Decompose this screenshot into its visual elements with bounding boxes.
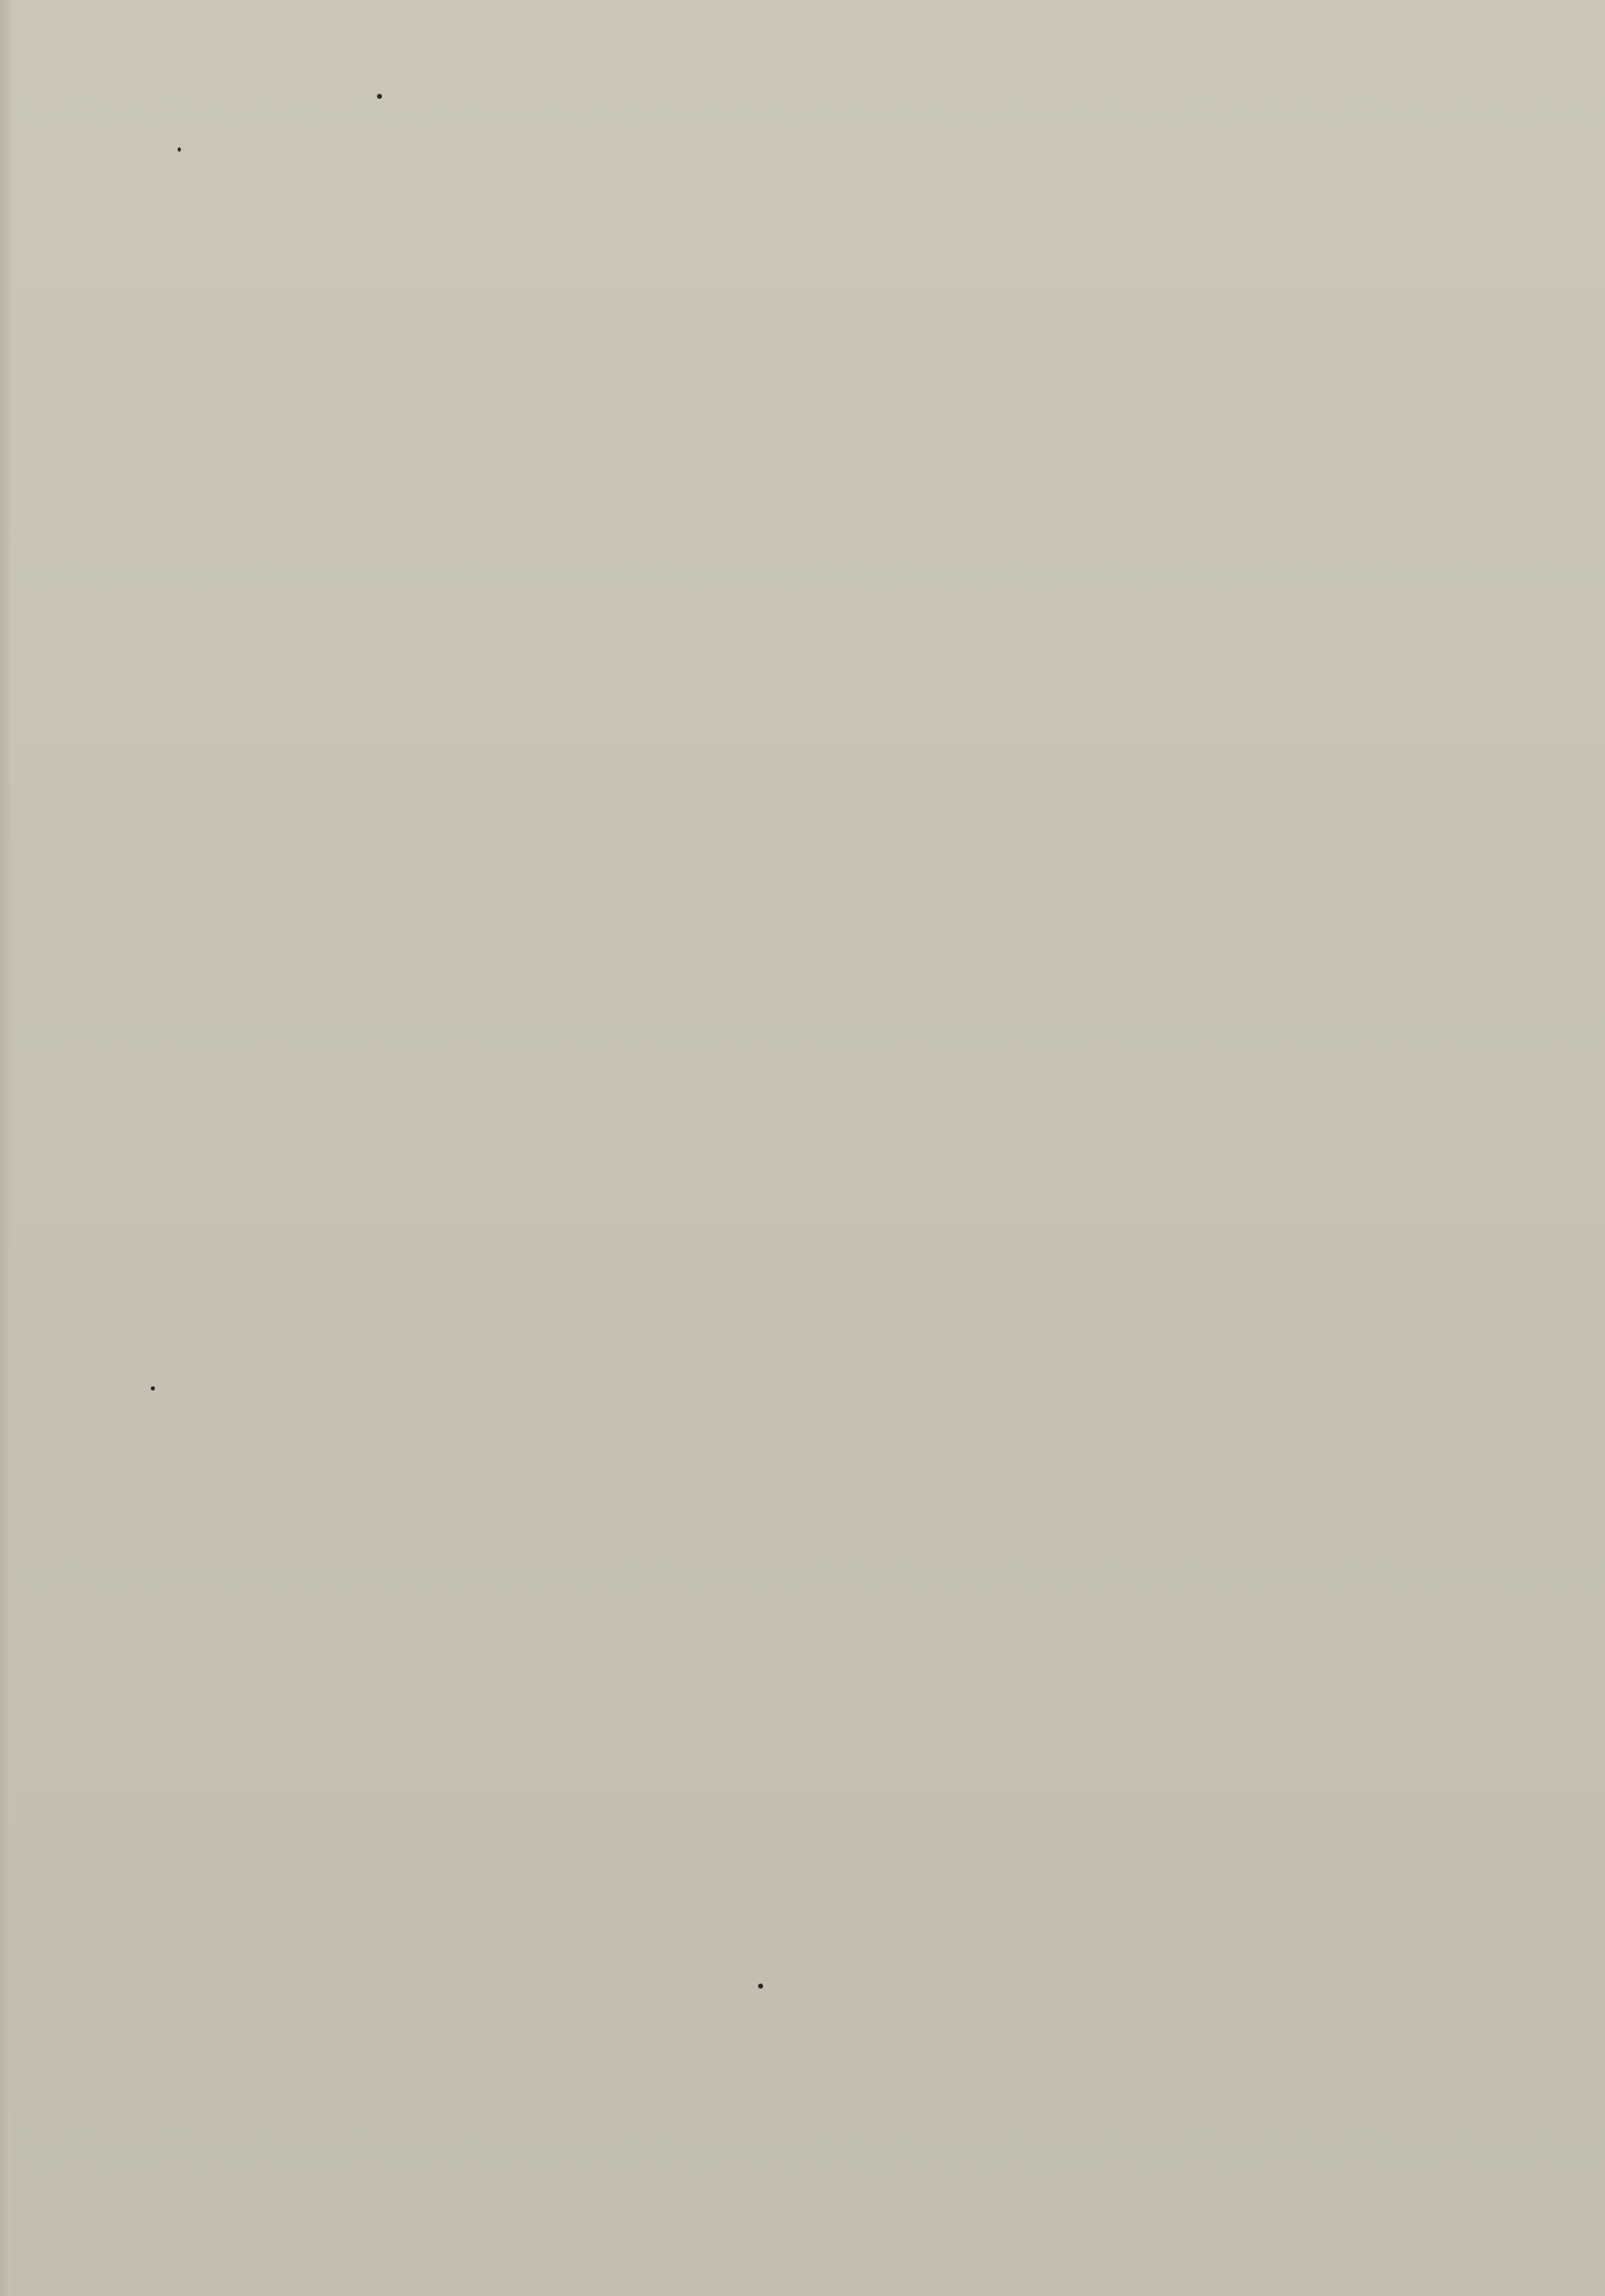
top-ornamental-border <box>142 251 1537 360</box>
right-ornamental-border <box>1424 352 1558 2136</box>
print-speck <box>758 1984 763 1989</box>
poem <box>216 494 1138 556</box>
print-speck <box>377 94 382 99</box>
print-speck <box>151 1386 155 1390</box>
bottom-ornamental-border <box>92 2086 1508 2195</box>
page-gutter-edge <box>0 0 12 2296</box>
print-speck <box>178 147 181 152</box>
